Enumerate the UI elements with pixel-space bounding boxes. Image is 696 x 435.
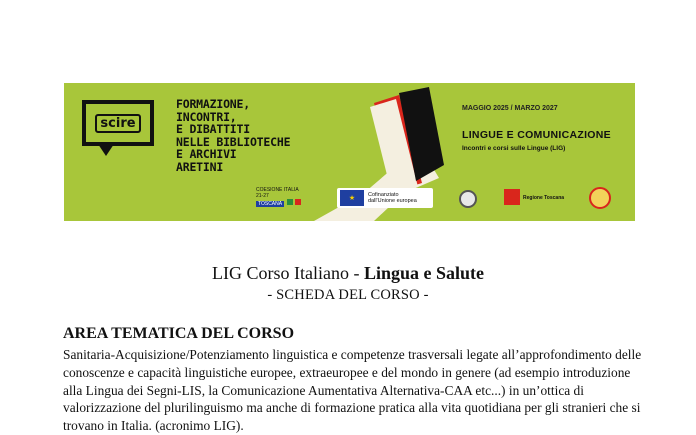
logo-speech-tail: [98, 144, 114, 156]
title-regular: LIG Corso Italiano -: [212, 263, 364, 283]
title-bold: Lingua e Salute: [363, 263, 484, 283]
program-subtitle: Incontri e corsi sulle Lingue (LIG): [462, 145, 566, 152]
header-banner: [64, 83, 635, 221]
banner-title: [176, 97, 291, 174]
banner-title-line: ARETINI: [176, 159, 224, 174]
banner-title-line: FORMAZIONE,: [176, 97, 250, 111]
regione-toscana-emblem-icon: [504, 189, 520, 205]
scire-logo: [82, 100, 154, 146]
section-body: Sanitaria-Acquisizione/Potenziamento linguistica e competenze trasversali legate all’approfondimento delle conoscenze e capacità linguistiche europee, extraeuropee e del mondo in genere (ad esempio introduzione alla Lingua dei Segni-LIS, la Comunicazione Aumentativa Alternativa-CAA etc...) in un’ottica di valorizzazione del plurilinguismo ma anche di formazione pratica alla vita quotidiana per gli stranieri che si trovano in Italia. (acronimo LIG).: [63, 347, 642, 434]
eu-flag-icon: ★: [340, 190, 364, 206]
eu-text-line2: dall'Unione europea: [368, 198, 417, 204]
banner-title-line: NELLE BIBLIOTECHE: [176, 134, 291, 149]
eu-text-line1: Cofinanziato: [368, 191, 399, 198]
document-subtitle: - SCHEDA DEL CORSO -: [267, 287, 429, 303]
coesione-mark-icon: [287, 199, 293, 205]
italian-republic-emblem-icon: [459, 190, 477, 208]
coesione-label: COESIONE ITALIA 21-27: [256, 187, 299, 199]
banner-title-line: INCONTRI,: [176, 109, 237, 124]
banner-title-line: E ARCHIVI: [176, 147, 237, 161]
coesione-logo: [256, 188, 304, 208]
section-heading: AREA TEMATICA DEL CORSO: [63, 325, 295, 342]
scire-logo-text: scire: [95, 114, 140, 133]
eu-cofunded-logo: [337, 188, 433, 208]
regione-label: Regione Toscana: [523, 195, 565, 201]
program-title: LINGUE E COMUNICAZIONE: [462, 129, 611, 141]
coesione-mark-icon-red: [295, 199, 301, 205]
municipal-seal-icon: [589, 187, 611, 209]
coesione-sub: TOSCANA: [258, 201, 283, 207]
document-title: [0, 263, 696, 284]
project-dates: MAGGIO 2025 / MARZO 2027: [462, 105, 558, 112]
banner-title-line: E DIBATTITI: [176, 122, 250, 136]
